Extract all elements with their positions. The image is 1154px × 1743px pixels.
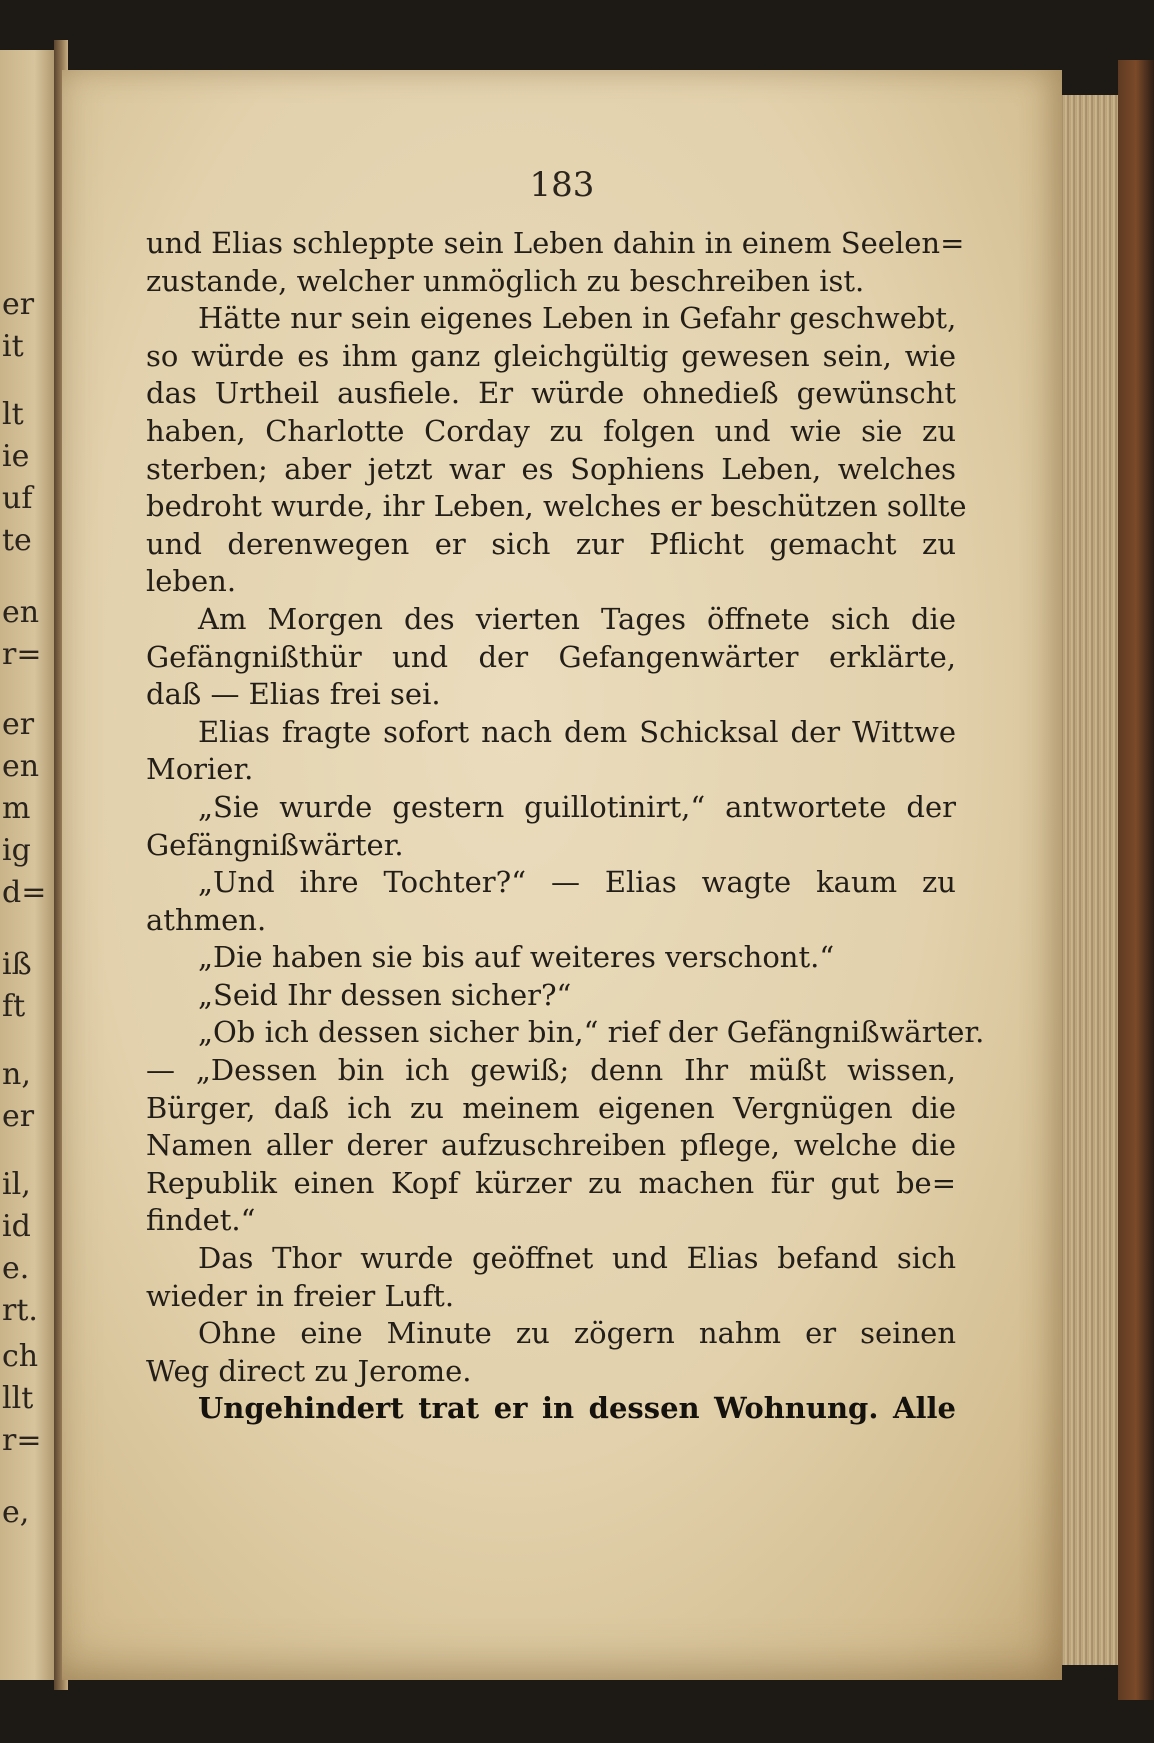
text-line: leben. (146, 564, 237, 599)
text-line: haben, Charlotte Corday zu folgen und wie sie zu (146, 413, 956, 448)
text-line: und Elias schleppte sein Leben dahin in einem Seelen= (146, 226, 965, 260)
text-line: „Ob ich dessen sicher bin,“ rief der Gefängnißwärter. (198, 1015, 985, 1050)
left-fragment: en (2, 595, 40, 630)
left-fragment: ch (2, 1339, 39, 1374)
text-line: „Und ihre Tochter?“ — Elias wagte kaum zu (198, 865, 956, 900)
text-line: Bürger, daß ich zu meinem eigenen Vergnügen die (146, 1090, 956, 1125)
left-fragment: llt (2, 1381, 34, 1416)
left-fragment: ie (2, 439, 30, 474)
text-line: zustande, welcher unmöglich zu beschreiben ist. (146, 263, 865, 298)
text-line: — „Dessen bin ich gewiß; denn Ihr müßt wissen, (146, 1053, 956, 1088)
text-line: Gefängnißthür und der Gefangenwärter erklärte, (146, 639, 956, 674)
left-fragment: n, (2, 1057, 31, 1092)
text-line: das Urtheil ausfiele. Er würde ohnedieß gewünscht (146, 376, 956, 411)
text-line: Republik einen Kopf kürzer zu machen für gut be= (146, 1165, 956, 1200)
left-fragment: uf (2, 481, 33, 516)
text-line: findet.“ (146, 1203, 256, 1238)
left-fragment: er (2, 707, 35, 742)
cover-edge (1118, 60, 1154, 1700)
left-fragment: it (2, 329, 24, 364)
text-line: „Sie wurde gestern guillotinirt,“ antwortete der (198, 789, 956, 824)
left-fragment: iß (2, 947, 32, 982)
text-line: Hätte nur sein eigenes Leben in Gefahr geschwebt, (198, 301, 957, 336)
left-fragment: d= (2, 875, 47, 910)
text-line: und derenwegen er sich zur Pflicht gemacht zu (146, 526, 956, 561)
left-fragment: r= (2, 1423, 42, 1458)
text-line: „Seid Ihr dessen sicher?“ (198, 977, 572, 1012)
text-line: Am Morgen des vierten Tages öffnete sich die (198, 601, 956, 636)
text-line: athmen. (146, 902, 267, 937)
left-fragment: rt. (2, 1293, 38, 1328)
left-fragment: en (2, 749, 40, 784)
left-page-fragments (0, 50, 58, 1680)
page-number: 183 (529, 165, 595, 205)
left-fragment: er (2, 287, 35, 322)
text-line: sterben; aber jetzt war es Sophiens Leben, welches (146, 451, 956, 486)
text-line: Elias fragte sofort nach dem Schicksal der Wittwe (198, 714, 956, 749)
left-fragment: il, (2, 1167, 31, 1202)
left-page-edge (0, 50, 58, 1680)
left-fragment: te (2, 523, 32, 558)
book-page (62, 70, 1062, 1680)
text-line: Namen aller derer aufzuschreiben pflege, welche die (146, 1128, 956, 1163)
text-line: Ungehindert trat er in dessen Wohnung. Alle (198, 1391, 956, 1426)
left-fragment: ft (2, 989, 26, 1024)
left-fragment: e. (2, 1251, 30, 1286)
left-fragment: id (2, 1209, 31, 1244)
text-line: Gefängnißwärter. (146, 827, 404, 862)
text-line: bedroht wurde, ihr Leben, welches er beschützen sollte (146, 489, 967, 524)
text-line: daß — Elias frei sei. (146, 677, 441, 712)
left-fragment: e, (2, 1495, 30, 1530)
text-line: Weg direct zu Jerome. (146, 1353, 472, 1388)
left-fragment: m (2, 791, 31, 826)
text-line: wieder in freier Luft. (146, 1278, 455, 1313)
text-line: so würde es ihm ganz gleichgültig gewesen sein, wie (146, 338, 956, 373)
left-fragment: lt (2, 397, 24, 432)
left-fragment: r= (2, 637, 42, 672)
text-line: Das Thor wurde geöffnet und Elias befand sich (198, 1241, 956, 1276)
page-text (146, 225, 985, 1428)
text-line: „Die haben sie bis auf weiteres verschont.“ (198, 940, 835, 975)
text-line: Morier. (146, 752, 254, 787)
left-fragment: er (2, 1099, 35, 1134)
left-fragment: ig (2, 833, 31, 868)
text-line: Ohne eine Minute zu zögern nahm er seinen (198, 1316, 956, 1351)
